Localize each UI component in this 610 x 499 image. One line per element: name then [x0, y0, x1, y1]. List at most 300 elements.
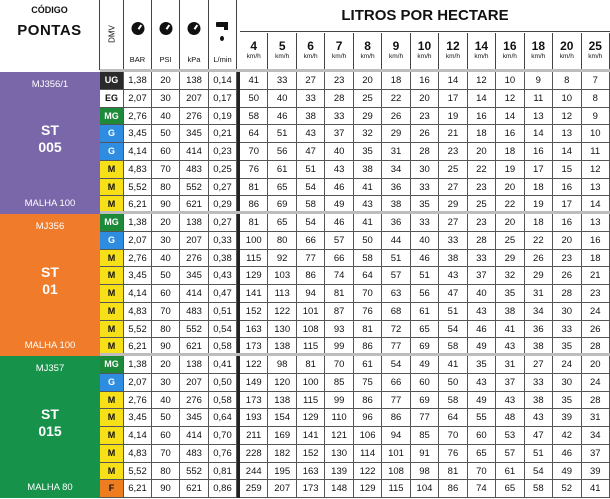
lmin-cell: 0,27	[209, 214, 237, 232]
rate-cell: 72	[382, 321, 410, 339]
rate-cell: 122	[354, 463, 382, 481]
rate-cell: 65	[411, 321, 439, 339]
rate-cell: 138	[268, 338, 296, 356]
kpa-cell: 552	[180, 321, 209, 339]
rate-cell: 35	[553, 338, 581, 356]
kpa-cell: 621	[180, 196, 209, 214]
psi-cell: 40	[152, 250, 180, 268]
rate-cell: 33	[268, 72, 296, 90]
psi-cell: 80	[152, 321, 180, 339]
rate-cell: 58	[439, 338, 467, 356]
rate-cell: 169	[268, 427, 296, 445]
header-dmv-column	[100, 0, 124, 70]
kpa-cell: 138	[180, 356, 209, 374]
rate-cell: 259	[240, 480, 268, 498]
lmin-cell: 0,54	[209, 321, 237, 339]
rate-cell: 60	[411, 374, 439, 392]
rate-cell: 29	[525, 267, 553, 285]
dmv-cell: G	[100, 143, 124, 161]
rate-cell: 14	[525, 125, 553, 143]
rate-cell: 18	[468, 125, 496, 143]
rate-cell: 80	[268, 232, 296, 250]
rate-cell: 28	[582, 392, 610, 410]
rate-cell: 21	[582, 267, 610, 285]
rate-cell: 163	[240, 321, 268, 339]
rate-cell: 54	[382, 356, 410, 374]
bar-cell: 3,45	[124, 267, 152, 285]
table-row	[0, 356, 610, 374]
rate-cell: 173	[240, 392, 268, 410]
rate-cell: 115	[240, 250, 268, 268]
rate-cell: 24	[553, 356, 581, 374]
rate-cell: 33	[468, 250, 496, 268]
rate-cell: 41	[354, 179, 382, 197]
pressure-gauge-icon	[131, 22, 144, 35]
rate-cell: 8	[582, 90, 610, 108]
speed-value: 7	[335, 39, 343, 53]
psi-cell: 80	[152, 463, 180, 481]
bar-cell: 4,14	[124, 143, 152, 161]
rate-cell: 54	[525, 463, 553, 481]
rate-cell: 54	[297, 179, 325, 197]
rate-cell: 129	[354, 480, 382, 498]
rate-cell: 139	[325, 463, 353, 481]
rate-cell: 51	[525, 445, 553, 463]
rate-cell: 61	[354, 356, 382, 374]
rate-cell: 49	[325, 196, 353, 214]
psi-cell: 50	[152, 409, 180, 427]
faucet-icon	[216, 18, 230, 36]
dmv-cell: M	[100, 161, 124, 179]
tip-series-line1: ST	[41, 122, 59, 138]
rate-cell: 70	[468, 463, 496, 481]
rate-cell: 121	[325, 427, 353, 445]
bar-cell: 4,83	[124, 303, 152, 321]
rate-cell: 76	[439, 445, 467, 463]
rate-cell: 16	[553, 179, 581, 197]
rate-cell: 61	[411, 303, 439, 321]
dmv-cell: MG	[100, 214, 124, 232]
kpa-cell: 207	[180, 232, 209, 250]
dmv-cell: MG	[100, 356, 124, 374]
rate-cell: 19	[439, 108, 467, 126]
psi-cell: 20	[152, 72, 180, 90]
rate-cell: 36	[525, 321, 553, 339]
rate-cell: 57	[496, 445, 524, 463]
bar-cell: 5,52	[124, 179, 152, 197]
rate-cell: 86	[439, 480, 467, 498]
rate-cell: 20	[354, 72, 382, 90]
table-row	[0, 143, 610, 161]
rate-cell: 51	[297, 161, 325, 179]
lmin-cell: 0,76	[209, 445, 237, 463]
lmin-cell: 0,58	[209, 392, 237, 410]
header-bar-column	[124, 0, 152, 70]
kpa-cell: 414	[180, 143, 209, 161]
speed-unit: km/h	[360, 53, 375, 60]
psi-cell: 60	[152, 427, 180, 445]
kpa-cell: 207	[180, 374, 209, 392]
rate-cell: 77	[297, 250, 325, 268]
rate-cell: 81	[240, 214, 268, 232]
rate-cell: 24	[582, 374, 610, 392]
speed-unit: km/h	[474, 53, 489, 60]
rate-cell: 33	[325, 108, 353, 126]
rate-cell: 57	[382, 267, 410, 285]
rate-cell: 25	[468, 196, 496, 214]
bar-cell: 3,45	[124, 125, 152, 143]
lmin-cell: 0,19	[209, 108, 237, 126]
rate-cell: 81	[297, 356, 325, 374]
rate-cell: 38	[496, 303, 524, 321]
rate-cell: 25	[439, 161, 467, 179]
rate-cell: 17	[439, 90, 467, 108]
rate-cell: 14	[468, 90, 496, 108]
rate-cell: 26	[582, 321, 610, 339]
rate-cell: 108	[382, 463, 410, 481]
rate-cell: 47	[297, 143, 325, 161]
dmv-cell: EG	[100, 90, 124, 108]
bar-cell: 1,38	[124, 214, 152, 232]
rate-cell: 12	[582, 161, 610, 179]
rate-cell: 13	[582, 214, 610, 232]
rate-cell: 41	[240, 72, 268, 90]
rate-cell: 9	[582, 108, 610, 126]
rate-cell: 16	[525, 143, 553, 161]
rate-cell: 27	[439, 179, 467, 197]
bar-cell: 2,07	[124, 374, 152, 392]
rate-cell: 46	[325, 214, 353, 232]
dmv-cell: G	[100, 125, 124, 143]
rate-cell: 14	[553, 143, 581, 161]
rate-cell: 77	[382, 392, 410, 410]
table-row	[0, 321, 610, 339]
rate-cell: 152	[240, 303, 268, 321]
rate-cell: 26	[525, 250, 553, 268]
tip-code: MJ356/1	[31, 79, 69, 90]
table-row	[0, 179, 610, 197]
speed-header-14	[468, 33, 496, 70]
speed-value: 18	[531, 39, 545, 53]
rate-cell: 106	[354, 427, 382, 445]
kpa-cell: 552	[180, 179, 209, 197]
psi-cell: 90	[152, 196, 180, 214]
rate-cell: 38	[525, 338, 553, 356]
dmv-cell: M	[100, 196, 124, 214]
table-row	[0, 214, 610, 232]
rate-cell: 69	[268, 196, 296, 214]
rate-cell: 173	[297, 480, 325, 498]
pressure-gauge-icon	[188, 22, 201, 35]
psi-cell: 20	[152, 214, 180, 232]
kpa-cell: 414	[180, 285, 209, 303]
dmv-cell: M	[100, 463, 124, 481]
rate-cell: 10	[496, 72, 524, 90]
speed-header-4	[240, 33, 268, 70]
bar-cell: 2,76	[124, 108, 152, 126]
psi-cell: 70	[152, 445, 180, 463]
rate-cell: 14	[439, 72, 467, 90]
rate-cell: 37	[582, 445, 610, 463]
speed-header-18	[525, 33, 553, 70]
speed-unit: km/h	[531, 53, 546, 60]
speed-header-6	[297, 33, 325, 70]
rate-cell: 91	[411, 445, 439, 463]
rate-cell: 173	[240, 338, 268, 356]
rate-cell: 23	[411, 108, 439, 126]
rate-cell: 20	[496, 214, 524, 232]
rate-cell: 29	[439, 196, 467, 214]
kpa-cell: 621	[180, 338, 209, 356]
rate-cell: 34	[525, 303, 553, 321]
kpa-cell: 483	[180, 445, 209, 463]
rate-cell: 38	[297, 108, 325, 126]
rate-cell: 34	[582, 427, 610, 445]
rate-cell: 61	[268, 161, 296, 179]
kpa-cell: 345	[180, 267, 209, 285]
rate-cell: 18	[525, 214, 553, 232]
rate-cell: 51	[382, 250, 410, 268]
speed-unit: km/h	[246, 53, 261, 60]
dmv-cell: M	[100, 445, 124, 463]
rate-cell: 40	[268, 90, 296, 108]
pressure-gauge-icon	[159, 22, 172, 35]
rate-cell: 244	[240, 463, 268, 481]
psi-cell: 90	[152, 480, 180, 498]
psi-cell: 30	[152, 374, 180, 392]
rate-cell: 93	[325, 321, 353, 339]
rate-cell: 31	[582, 409, 610, 427]
rate-cell: 141	[240, 285, 268, 303]
rate-cell: 85	[411, 427, 439, 445]
speed-value: 9	[392, 39, 400, 53]
rate-cell: 66	[297, 232, 325, 250]
lmin-cell: 0,29	[209, 196, 237, 214]
bar-label: BAR	[129, 55, 146, 64]
rate-cell: 149	[240, 374, 268, 392]
rate-cell: 74	[468, 480, 496, 498]
rate-cell: 38	[439, 250, 467, 268]
rate-cell: 47	[439, 285, 467, 303]
rate-cell: 30	[553, 374, 581, 392]
rate-cell: 77	[411, 409, 439, 427]
rate-cell: 19	[525, 196, 553, 214]
rate-cell: 129	[240, 267, 268, 285]
rate-cell: 10	[582, 125, 610, 143]
tip-code: MJ356	[35, 221, 65, 232]
speed-header-5	[268, 33, 296, 70]
lmin-cell: 0,38	[209, 250, 237, 268]
dmv-cell: M	[100, 303, 124, 321]
speed-value: 6	[307, 39, 314, 53]
speed-value: 16	[503, 39, 517, 53]
speed-unit: km/h	[275, 53, 290, 60]
rate-cell: 58	[525, 480, 553, 498]
table-row	[0, 285, 610, 303]
lmin-cell: 0,21	[209, 125, 237, 143]
rate-cell: 14	[582, 196, 610, 214]
speed-header-8	[354, 33, 382, 70]
dmv-cell: M	[100, 409, 124, 427]
rate-cell: 43	[496, 338, 524, 356]
speed-value: 4	[250, 39, 258, 53]
rate-cell: 58	[439, 392, 467, 410]
kpa-cell: 138	[180, 214, 209, 232]
table-title: LITROS POR HECTARE	[240, 0, 610, 32]
table-row	[0, 303, 610, 321]
rate-cell: 27	[297, 72, 325, 90]
rate-cell: 36	[382, 179, 410, 197]
rate-cell: 50	[439, 374, 467, 392]
lmin-cell: 0,50	[209, 374, 237, 392]
dmv-cell: M	[100, 285, 124, 303]
table-row	[0, 463, 610, 481]
rate-cell: 43	[325, 161, 353, 179]
table-row	[0, 108, 610, 126]
rate-cell: 38	[354, 161, 382, 179]
rate-cell: 34	[382, 161, 410, 179]
kpa-cell: 207	[180, 90, 209, 108]
rate-cell: 52	[553, 480, 581, 498]
rate-cell: 49	[468, 338, 496, 356]
rate-cell: 26	[411, 125, 439, 143]
table-row	[0, 125, 610, 143]
rate-cell: 16	[582, 232, 610, 250]
rate-cell: 76	[354, 303, 382, 321]
rate-cell: 40	[325, 143, 353, 161]
rate-cell: 38	[382, 196, 410, 214]
table-row	[0, 72, 610, 90]
bar-cell: 4,14	[124, 427, 152, 445]
rate-cell: 104	[411, 480, 439, 498]
bar-cell: 3,45	[124, 409, 152, 427]
rate-cell: 29	[354, 108, 382, 126]
rate-cell: 60	[468, 427, 496, 445]
rate-cell: 115	[297, 338, 325, 356]
rate-cell: 51	[411, 267, 439, 285]
rate-cell: 115	[297, 392, 325, 410]
rate-cell: 110	[325, 409, 353, 427]
rate-cell: 33	[525, 374, 553, 392]
rate-cell: 18	[496, 143, 524, 161]
rate-cell: 48	[496, 409, 524, 427]
rate-cell: 33	[553, 321, 581, 339]
rate-cell: 22	[525, 232, 553, 250]
rate-cell: 69	[411, 338, 439, 356]
tip-series-line1: ST	[41, 406, 59, 422]
rate-cell: 23	[553, 250, 581, 268]
bar-cell: 4,83	[124, 161, 152, 179]
rate-cell: 41	[582, 480, 610, 498]
speed-value: 12	[446, 39, 460, 53]
rate-cell: 35	[411, 196, 439, 214]
rate-cell: 30	[411, 161, 439, 179]
lmin-cell: 0,47	[209, 285, 237, 303]
rate-cell: 16	[411, 72, 439, 90]
dmv-cell: M	[100, 321, 124, 339]
rate-cell: 32	[496, 267, 524, 285]
psi-cell: 40	[152, 108, 180, 126]
psi-cell: 90	[152, 338, 180, 356]
rate-cell: 26	[553, 267, 581, 285]
rate-cell: 130	[325, 445, 353, 463]
rate-cell: 28	[325, 90, 353, 108]
rate-cell: 43	[468, 303, 496, 321]
rate-cell: 42	[553, 427, 581, 445]
rate-cell: 76	[240, 161, 268, 179]
lmin-label: L/min	[213, 55, 232, 64]
rate-cell: 228	[240, 445, 268, 463]
bar-cell: 1,38	[124, 72, 152, 90]
rate-cell: 8	[553, 72, 581, 90]
rate-cell: 193	[240, 409, 268, 427]
kpa-cell: 276	[180, 250, 209, 268]
tip-mesh: MALHA 100	[24, 198, 76, 209]
rate-cell: 98	[411, 463, 439, 481]
rate-cell: 13	[553, 125, 581, 143]
rate-cell: 130	[268, 321, 296, 339]
rate-cell: 32	[354, 125, 382, 143]
rate-cell: 40	[411, 232, 439, 250]
lmin-cell: 0,17	[209, 90, 237, 108]
kpa-label: kPa	[187, 55, 201, 64]
rate-cell: 35	[496, 285, 524, 303]
rate-cell: 46	[325, 179, 353, 197]
lmin-cell: 0,70	[209, 427, 237, 445]
rate-cell: 50	[354, 232, 382, 250]
speed-unit: km/h	[588, 53, 603, 60]
psi-cell: 20	[152, 356, 180, 374]
tip-series-line2: 015	[38, 423, 62, 439]
rate-cell: 23	[582, 285, 610, 303]
rate-cell: 20	[553, 232, 581, 250]
rate-cell: 113	[268, 285, 296, 303]
bar-cell: 2,76	[124, 392, 152, 410]
rate-cell: 86	[354, 338, 382, 356]
rate-cell: 20	[582, 356, 610, 374]
rate-cell: 33	[411, 179, 439, 197]
rate-cell: 70	[325, 356, 353, 374]
rate-cell: 138	[268, 392, 296, 410]
bar-cell: 6,21	[124, 196, 152, 214]
rate-cell: 86	[382, 409, 410, 427]
rate-cell: 14	[496, 108, 524, 126]
rate-cell: 77	[382, 338, 410, 356]
table-row	[0, 161, 610, 179]
rate-cell: 101	[297, 303, 325, 321]
lmin-cell: 0,58	[209, 338, 237, 356]
lmin-cell: 0,14	[209, 72, 237, 90]
rate-cell: 63	[382, 285, 410, 303]
rate-cell: 81	[439, 463, 467, 481]
rate-cell: 20	[468, 143, 496, 161]
tip-series-line2: 01	[42, 281, 58, 297]
kpa-cell: 552	[180, 463, 209, 481]
rate-cell: 7	[582, 72, 610, 90]
bar-cell: 6,21	[124, 338, 152, 356]
rate-cell: 24	[582, 303, 610, 321]
rate-cell: 61	[496, 463, 524, 481]
speed-unit: km/h	[502, 53, 517, 60]
speed-unit: km/h	[388, 53, 404, 60]
rate-cell: 103	[268, 267, 296, 285]
lmin-cell: 0,25	[209, 161, 237, 179]
rate-cell: 122	[240, 356, 268, 374]
rate-cell: 19	[496, 161, 524, 179]
code-label: CÓDIGO	[31, 5, 68, 15]
rate-cell: 16	[468, 108, 496, 126]
kpa-cell: 483	[180, 161, 209, 179]
